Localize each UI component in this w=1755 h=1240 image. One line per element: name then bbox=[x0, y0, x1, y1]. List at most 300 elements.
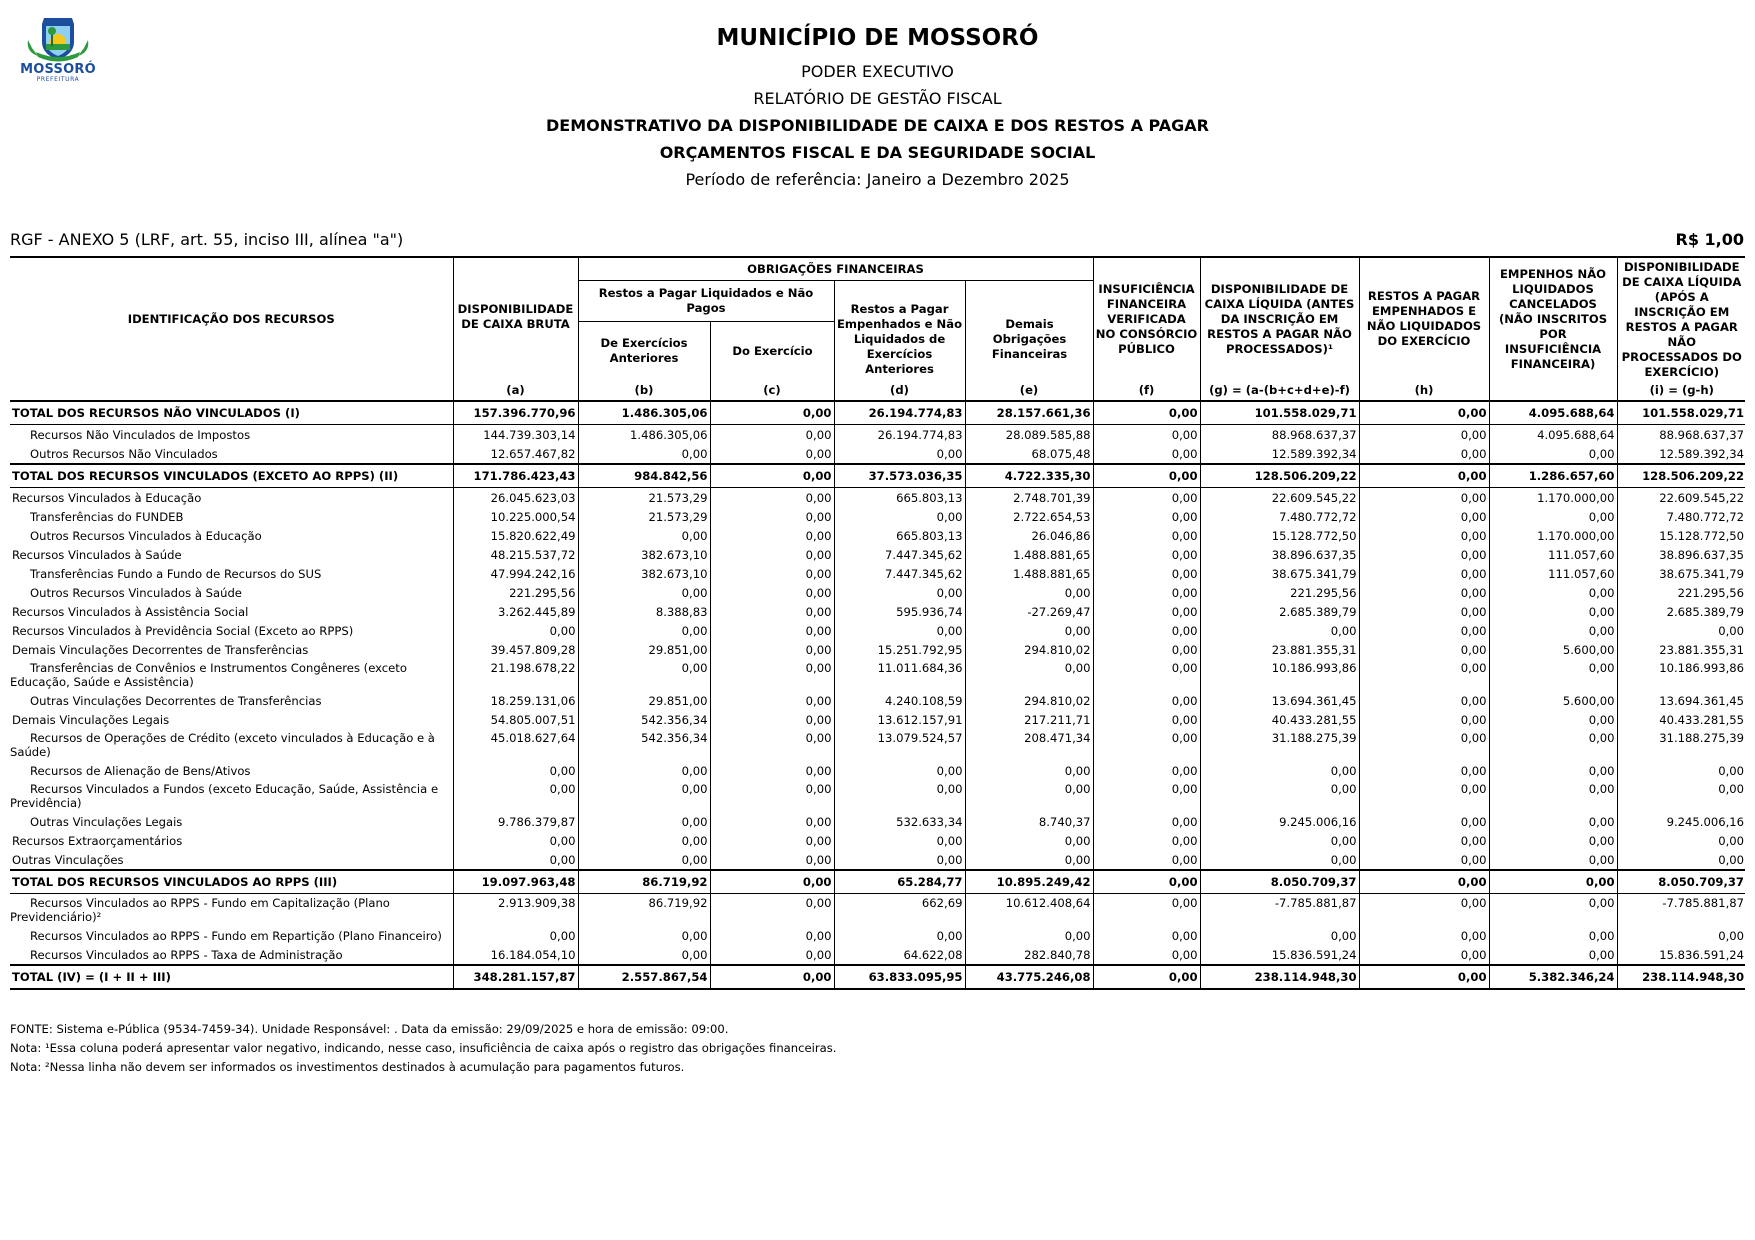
cell-value: 0,00 bbox=[453, 850, 578, 870]
cell-value: 8.050.709,37 bbox=[1617, 870, 1745, 894]
table-row bbox=[10, 401, 1745, 425]
cell-value: 31.188.275,39 bbox=[1200, 729, 1359, 761]
cell-value: 13.694.361,45 bbox=[1617, 691, 1745, 710]
cell-value: 8.050.709,37 bbox=[1200, 870, 1359, 894]
row-label: Recursos Vinculados à Saúde bbox=[12, 547, 182, 562]
cell-value: 21.573,29 bbox=[578, 488, 710, 508]
cell-value: 0,00 bbox=[710, 425, 834, 445]
cell-value: 22.609.545,22 bbox=[1617, 488, 1745, 508]
cell-value: 208.471,34 bbox=[965, 729, 1093, 761]
cell-value: 0,00 bbox=[1359, 894, 1489, 927]
table-row bbox=[10, 831, 1745, 850]
cell-value: 217.211,71 bbox=[965, 710, 1093, 729]
cell-value: 0,00 bbox=[453, 761, 578, 780]
cell-value: 31.188.275,39 bbox=[1617, 729, 1745, 761]
cell-value: 13.079.524,57 bbox=[834, 729, 965, 761]
cell-value: 37.573.036,35 bbox=[834, 464, 965, 488]
cell-value: 0,00 bbox=[1200, 761, 1359, 780]
cell-value: 21.198.678,22 bbox=[453, 659, 578, 691]
cell-value: 0,00 bbox=[710, 780, 834, 812]
letter-d: (d) bbox=[834, 380, 965, 401]
row-label bbox=[10, 729, 453, 761]
cell-value: 68.075,48 bbox=[965, 444, 1093, 464]
cell-value: 0,00 bbox=[1359, 640, 1489, 659]
cell-value: 238.114.948,30 bbox=[1617, 965, 1745, 989]
cell-value: 0,00 bbox=[1093, 761, 1200, 780]
table-row bbox=[10, 545, 1745, 564]
cell-value: 26.194.774,83 bbox=[834, 425, 965, 445]
cell-value: 0,00 bbox=[710, 812, 834, 831]
cell-value: 0,00 bbox=[710, 894, 834, 927]
cell-value: 0,00 bbox=[578, 780, 710, 812]
annex-label: RGF - ANEXO 5 (LRF, art. 55, inciso III, alínea "a") bbox=[10, 230, 404, 249]
cell-value: 15.836.591,24 bbox=[1200, 945, 1359, 965]
cell-value: 1.286.657,60 bbox=[1489, 464, 1617, 488]
row-label: Demais Vinculações Decorrentes de Transferências bbox=[12, 642, 309, 657]
row-label: Recursos Vinculados à Assistência Social bbox=[12, 604, 249, 619]
cell-value: 0,00 bbox=[1489, 444, 1617, 464]
header-disp-liquida-apos: DISPONIBILIDADE DE CAIXA LÍQUIDA (APÓS A INSCRIÇÃO EM RESTOS A PAGAR NÃO PROCESSADOS DO EXERCÍCIO) bbox=[1617, 257, 1745, 380]
table-row bbox=[10, 444, 1745, 464]
cell-value: 0,00 bbox=[453, 831, 578, 850]
cell-value: 665.803,13 bbox=[834, 526, 965, 545]
table-row bbox=[10, 526, 1745, 545]
letter-a: (a) bbox=[453, 380, 578, 401]
cell-value: 0,00 bbox=[1359, 602, 1489, 621]
cell-value: 47.994.242,16 bbox=[453, 564, 578, 583]
cell-value: 2.722.654,53 bbox=[965, 507, 1093, 526]
cell-value: 0,00 bbox=[710, 831, 834, 850]
row-label: Outros Recursos Não Vinculados bbox=[30, 446, 218, 461]
cell-value: 0,00 bbox=[1093, 729, 1200, 761]
cell-value: 38.675.341,79 bbox=[1200, 564, 1359, 583]
cell-value: 0,00 bbox=[965, 659, 1093, 691]
table-row bbox=[10, 780, 1745, 812]
table-row bbox=[10, 425, 1745, 445]
table-body bbox=[10, 401, 1745, 989]
header-demais-obrigacoes: Demais Obrigações Financeiras bbox=[965, 281, 1093, 381]
cell-value: 0,00 bbox=[834, 850, 965, 870]
cell-value: 0,00 bbox=[965, 621, 1093, 640]
row-label-text: Recursos de Operações de Crédito (exceto vinculados à Educação e à Saúde) bbox=[10, 731, 435, 759]
cell-value: 0,00 bbox=[453, 780, 578, 812]
cell-value: 1.486.305,06 bbox=[578, 425, 710, 445]
cell-value: 0,00 bbox=[1359, 488, 1489, 508]
letter-e: (e) bbox=[965, 380, 1093, 401]
cell-value: 0,00 bbox=[1359, 729, 1489, 761]
cell-value: 0,00 bbox=[710, 621, 834, 640]
table-row bbox=[10, 621, 1745, 640]
table-row bbox=[10, 564, 1745, 583]
cell-value: 0,00 bbox=[1359, 583, 1489, 602]
logo-subtitle: PREFEITURA bbox=[36, 76, 80, 83]
cell-value: 2.748.701,39 bbox=[965, 488, 1093, 508]
cell-value: 10.895.249,42 bbox=[965, 870, 1093, 894]
cell-value: 26.194.774,83 bbox=[834, 401, 965, 425]
table-row bbox=[10, 894, 1745, 927]
cell-value: 0,00 bbox=[710, 640, 834, 659]
cell-value: 0,00 bbox=[1093, 526, 1200, 545]
row-label: Recursos Não Vinculados de Impostos bbox=[30, 427, 251, 442]
letter-h: (h) bbox=[1359, 380, 1489, 401]
cell-value: 0,00 bbox=[710, 526, 834, 545]
cell-value: 0,00 bbox=[710, 691, 834, 710]
cell-value: 0,00 bbox=[1359, 945, 1489, 965]
row-label: Recursos Vinculados à Previdência Social (Exceto ao RPPS) bbox=[12, 623, 354, 638]
cell-value: 2.685.389,79 bbox=[1617, 602, 1745, 621]
row-label: Demais Vinculações Legais bbox=[12, 712, 170, 727]
cell-value: 221.295,56 bbox=[1617, 583, 1745, 602]
cell-value: 101.558.029,71 bbox=[1200, 401, 1359, 425]
cell-value: 294.810,02 bbox=[965, 691, 1093, 710]
table-row bbox=[10, 691, 1745, 710]
cell-value: 0,00 bbox=[578, 945, 710, 965]
cell-value: 595.936,74 bbox=[834, 602, 965, 621]
header-identificacao: IDENTIFICAÇÃO DOS RECURSOS bbox=[10, 257, 453, 380]
letter-i: (i) = (g-h) bbox=[1617, 380, 1745, 401]
header-statement: DEMONSTRATIVO DA DISPONIBILIDADE DE CAIXA E DOS RESTOS A PAGAR bbox=[545, 116, 1209, 135]
cell-value: 0,00 bbox=[1617, 621, 1745, 640]
table-row bbox=[10, 507, 1745, 526]
letter-g: (g) = (a-(b+c+d+e)-f) bbox=[1200, 380, 1359, 401]
cell-value: 18.259.131,06 bbox=[453, 691, 578, 710]
cell-value: -7.785.881,87 bbox=[1200, 894, 1359, 927]
cell-value: 0,00 bbox=[965, 583, 1093, 602]
cell-value: 63.833.095,95 bbox=[834, 965, 965, 989]
cell-value: 0,00 bbox=[1489, 850, 1617, 870]
header-rp-exercicio: RESTOS A PAGAR EMPENHADOS E NÃO LIQUIDADOS DO EXERCÍCIO bbox=[1359, 257, 1489, 380]
cell-value: 0,00 bbox=[1093, 691, 1200, 710]
table-row bbox=[10, 965, 1745, 989]
cell-value: 0,00 bbox=[1489, 926, 1617, 945]
table-row bbox=[10, 870, 1745, 894]
row-label bbox=[10, 780, 453, 812]
cell-value: 2.913.909,38 bbox=[453, 894, 578, 927]
table-row bbox=[10, 659, 1745, 691]
table-row bbox=[10, 640, 1745, 659]
cell-value: 0,00 bbox=[1093, 945, 1200, 965]
row-label: TOTAL DOS RECURSOS VINCULADOS (EXCETO AO RPPS) (II) bbox=[10, 464, 453, 488]
cell-value: 0,00 bbox=[1093, 850, 1200, 870]
footer-source: FONTE: Sistema e-Pública (9534-7459-34). Unidade Responsável: . Data da emissão: 29/09/2025 e hora de emissão: 09:00. bbox=[10, 1022, 729, 1036]
letter-c: (c) bbox=[710, 380, 834, 401]
letter-f: (f) bbox=[1093, 380, 1200, 401]
cell-value: 0,00 bbox=[834, 761, 965, 780]
cell-value: 0,00 bbox=[1359, 659, 1489, 691]
cell-value: 0,00 bbox=[1489, 507, 1617, 526]
cell-value: 15.251.792,95 bbox=[834, 640, 965, 659]
cell-value: 0,00 bbox=[1359, 621, 1489, 640]
cell-value: 0,00 bbox=[578, 850, 710, 870]
cell-value: 0,00 bbox=[1359, 444, 1489, 464]
header-disp-liquida-antes: DISPONIBILIDADE DE CAIXA LÍQUIDA (ANTES DA INSCRIÇÃO EM RESTOS A PAGAR NÃO PROCESSADOS)¹ bbox=[1200, 257, 1359, 380]
cell-value: 0,00 bbox=[710, 870, 834, 894]
cell-value: 0,00 bbox=[1489, 870, 1617, 894]
cell-value: 0,00 bbox=[710, 583, 834, 602]
cell-value: 23.881.355,31 bbox=[1617, 640, 1745, 659]
cell-value: 0,00 bbox=[578, 583, 710, 602]
header-power: PODER EXECUTIVO bbox=[801, 62, 954, 81]
cell-value: 10.225.000,54 bbox=[453, 507, 578, 526]
cell-value: 0,00 bbox=[1359, 545, 1489, 564]
cell-value: 21.573,29 bbox=[578, 507, 710, 526]
cell-value: 0,00 bbox=[1489, 894, 1617, 927]
cell-value: 0,00 bbox=[965, 850, 1093, 870]
cell-value: 7.447.345,62 bbox=[834, 545, 965, 564]
cell-value: 3.262.445,89 bbox=[453, 602, 578, 621]
cell-value: 26.046,86 bbox=[965, 526, 1093, 545]
row-label: Transferências do FUNDEB bbox=[30, 509, 184, 524]
cell-value: 0,00 bbox=[1200, 831, 1359, 850]
cell-value: 0,00 bbox=[1359, 965, 1489, 989]
cell-value: 0,00 bbox=[834, 507, 965, 526]
row-label: Recursos Vinculados ao RPPS - Taxa de Administração bbox=[30, 947, 343, 962]
cell-value: 348.281.157,87 bbox=[453, 965, 578, 989]
table-row bbox=[10, 602, 1745, 621]
cell-value: 38.896.637,35 bbox=[1200, 545, 1359, 564]
cell-value: 532.633,34 bbox=[834, 812, 965, 831]
cell-value: 221.295,56 bbox=[453, 583, 578, 602]
currency-unit: R$ 1,00 bbox=[1675, 230, 1744, 249]
logo-name: MOSSORÓ bbox=[20, 62, 96, 77]
cell-value: 0,00 bbox=[578, 926, 710, 945]
cell-value: 0,00 bbox=[1359, 425, 1489, 445]
page-title: MUNICÍPIO DE MOSSORÓ bbox=[716, 25, 1039, 51]
cell-value: 12.589.392,34 bbox=[1617, 444, 1745, 464]
cell-value: 0,00 bbox=[1617, 780, 1745, 812]
cell-value: 111.057,60 bbox=[1489, 545, 1617, 564]
cell-value: 0,00 bbox=[834, 583, 965, 602]
cell-value: 0,00 bbox=[1200, 850, 1359, 870]
cell-value: 0,00 bbox=[1093, 640, 1200, 659]
cell-value: 0,00 bbox=[1093, 965, 1200, 989]
cell-value: 0,00 bbox=[834, 621, 965, 640]
cell-value: 0,00 bbox=[1489, 831, 1617, 850]
cell-value: 0,00 bbox=[710, 965, 834, 989]
cell-value: 7.480.772,72 bbox=[1200, 507, 1359, 526]
cell-value: 0,00 bbox=[710, 761, 834, 780]
row-label bbox=[10, 659, 453, 691]
cash-availability-table bbox=[10, 256, 1745, 990]
cell-value: 4.095.688,64 bbox=[1489, 401, 1617, 425]
cell-value: 86.719,92 bbox=[578, 894, 710, 927]
cell-value: -7.785.881,87 bbox=[1617, 894, 1745, 927]
cell-value: 8.388,83 bbox=[578, 602, 710, 621]
cell-value: 0,00 bbox=[578, 659, 710, 691]
cell-value: 101.558.029,71 bbox=[1617, 401, 1745, 425]
cell-value: 0,00 bbox=[1093, 444, 1200, 464]
cell-value: 662,69 bbox=[834, 894, 965, 927]
cell-value: 0,00 bbox=[710, 729, 834, 761]
cell-value: 2.685.389,79 bbox=[1200, 602, 1359, 621]
cell-value: 0,00 bbox=[1359, 401, 1489, 425]
cell-value: 0,00 bbox=[1200, 926, 1359, 945]
cell-value: 0,00 bbox=[710, 464, 834, 488]
cell-value: 10.186.993,86 bbox=[1200, 659, 1359, 691]
cell-value: 1.486.305,06 bbox=[578, 401, 710, 425]
table-row bbox=[10, 812, 1745, 831]
cell-value: 0,00 bbox=[578, 444, 710, 464]
cell-value: 2.557.867,54 bbox=[578, 965, 710, 989]
cell-value: 0,00 bbox=[1093, 401, 1200, 425]
letter-cancelled bbox=[1489, 380, 1617, 401]
cell-value: 0,00 bbox=[710, 564, 834, 583]
row-label: Outros Recursos Vinculados à Saúde bbox=[30, 585, 242, 600]
cell-value: 1.488.881,65 bbox=[965, 545, 1093, 564]
row-label: Transferências Fundo a Fundo de Recursos do SUS bbox=[30, 566, 322, 581]
cell-value: 13.612.157,91 bbox=[834, 710, 965, 729]
cell-value: 984.842,56 bbox=[578, 464, 710, 488]
row-label: Outros Recursos Vinculados à Educação bbox=[30, 528, 262, 543]
cell-value: 0,00 bbox=[1359, 710, 1489, 729]
cell-value: 0,00 bbox=[1359, 761, 1489, 780]
cell-value: 0,00 bbox=[1200, 621, 1359, 640]
footer-note-2: Nota: ²Nessa linha não devem ser informados os investimentos destinados à acumulação para pagamentos futuros. bbox=[10, 1060, 685, 1074]
cell-value: 0,00 bbox=[710, 401, 834, 425]
cell-value: 0,00 bbox=[710, 507, 834, 526]
cell-value: 40.433.281,55 bbox=[1617, 710, 1745, 729]
cell-value: 11.011.684,36 bbox=[834, 659, 965, 691]
cell-value: 10.612.408,64 bbox=[965, 894, 1093, 927]
cell-value: 5.600,00 bbox=[1489, 640, 1617, 659]
cell-value: 10.186.993,86 bbox=[1617, 659, 1745, 691]
row-label: Recursos Extraorçamentários bbox=[12, 833, 183, 848]
cell-value: 0,00 bbox=[1093, 780, 1200, 812]
cell-value: 0,00 bbox=[1093, 564, 1200, 583]
cell-value: 13.694.361,45 bbox=[1200, 691, 1359, 710]
cell-value: 0,00 bbox=[1359, 507, 1489, 526]
table-row bbox=[10, 850, 1745, 870]
cell-value: 0,00 bbox=[1093, 812, 1200, 831]
report-header bbox=[0, 20, 1755, 193]
letter-blank bbox=[10, 380, 453, 401]
cell-value: 0,00 bbox=[710, 602, 834, 621]
cell-value: 0,00 bbox=[1489, 659, 1617, 691]
cell-value: 0,00 bbox=[1093, 507, 1200, 526]
cell-value: 0,00 bbox=[1359, 831, 1489, 850]
cell-value: 0,00 bbox=[1489, 710, 1617, 729]
cell-value: 12.589.392,34 bbox=[1200, 444, 1359, 464]
cell-value: 22.609.545,22 bbox=[1200, 488, 1359, 508]
cell-value: 0,00 bbox=[1617, 926, 1745, 945]
cell-value: 0,00 bbox=[578, 812, 710, 831]
cell-value: 28.089.585,88 bbox=[965, 425, 1093, 445]
cell-value: 542.356,34 bbox=[578, 710, 710, 729]
cell-value: 0,00 bbox=[1359, 780, 1489, 812]
table-row bbox=[10, 761, 1745, 780]
cell-value: 0,00 bbox=[1489, 812, 1617, 831]
cell-value: 9.245.006,16 bbox=[1617, 812, 1745, 831]
cell-value: 0,00 bbox=[1359, 870, 1489, 894]
cell-value: 86.719,92 bbox=[578, 870, 710, 894]
cell-value: 111.057,60 bbox=[1489, 564, 1617, 583]
cell-value: 221.295,56 bbox=[1200, 583, 1359, 602]
row-label: Recursos Vinculados à Educação bbox=[12, 490, 202, 505]
letter-b: (b) bbox=[578, 380, 710, 401]
header-obrigacoes: OBRIGAÇÕES FINANCEIRAS bbox=[578, 257, 1093, 281]
header-exercicios-anteriores: De Exercícios Anteriores bbox=[578, 322, 710, 381]
cell-value: 23.881.355,31 bbox=[1200, 640, 1359, 659]
cell-value: 1.170.000,00 bbox=[1489, 526, 1617, 545]
cell-value: 9.245.006,16 bbox=[1200, 812, 1359, 831]
cell-value: 0,00 bbox=[710, 659, 834, 691]
cell-value: 0,00 bbox=[578, 831, 710, 850]
cell-value: 5.600,00 bbox=[1489, 691, 1617, 710]
header-report-type: RELATÓRIO DE GESTÃO FISCAL bbox=[753, 89, 1002, 108]
cell-value: 0,00 bbox=[1489, 602, 1617, 621]
row-label bbox=[10, 894, 453, 927]
cell-value: 0,00 bbox=[1617, 850, 1745, 870]
footer-notes bbox=[10, 1020, 836, 1077]
cell-value: 0,00 bbox=[710, 545, 834, 564]
cell-value: 1.488.881,65 bbox=[965, 564, 1093, 583]
header-do-exercicio: Do Exercício bbox=[710, 322, 834, 381]
cell-value: 0,00 bbox=[1093, 659, 1200, 691]
cell-value: 157.396.770,96 bbox=[453, 401, 578, 425]
cell-value: 7.480.772,72 bbox=[1617, 507, 1745, 526]
cell-value: 0,00 bbox=[1093, 870, 1200, 894]
cell-value: 238.114.948,30 bbox=[1200, 965, 1359, 989]
cell-value: 0,00 bbox=[1093, 488, 1200, 508]
cell-value: 0,00 bbox=[1489, 729, 1617, 761]
header-rp-liquidados: Restos a Pagar Liquidados e Não Pagos bbox=[578, 281, 834, 322]
cell-value: 0,00 bbox=[1093, 710, 1200, 729]
footer-note-1: Nota: ¹Essa coluna poderá apresentar valor negativo, indicando, nesse caso, insuficiência de caixa após o registro das obrigações financeiras. bbox=[10, 1041, 837, 1055]
cell-value: 665.803,13 bbox=[834, 488, 965, 508]
row-label-text: Recursos Vinculados a Fundos (exceto Educação, Saúde, Assistência e Previdência) bbox=[10, 782, 439, 810]
cell-value: 0,00 bbox=[1093, 602, 1200, 621]
cell-value: 0,00 bbox=[1093, 926, 1200, 945]
header-empenhos-cancelados: EMPENHOS NÃO LIQUIDADOS CANCELADOS (NÃO INSCRITOS POR INSUFICIÊNCIA FINANCEIRA) bbox=[1489, 257, 1617, 380]
header-insuficiencia: INSUFICIÊNCIA FINANCEIRA VERIFICADA NO CONSÓRCIO PÚBLICO bbox=[1093, 257, 1200, 380]
cell-value: 64.622,08 bbox=[834, 945, 965, 965]
cell-value: 542.356,34 bbox=[578, 729, 710, 761]
cell-value: 88.968.637,37 bbox=[1617, 425, 1745, 445]
cell-value: -27.269,47 bbox=[965, 602, 1093, 621]
cell-value: 0,00 bbox=[1093, 583, 1200, 602]
cell-value: 382.673,10 bbox=[578, 545, 710, 564]
cell-value: 9.786.379,87 bbox=[453, 812, 578, 831]
cell-value: 0,00 bbox=[1093, 425, 1200, 445]
cell-value: 0,00 bbox=[710, 444, 834, 464]
cell-value: 0,00 bbox=[710, 488, 834, 508]
cell-value: 0,00 bbox=[1489, 621, 1617, 640]
table-row bbox=[10, 729, 1745, 761]
row-label-text: Recursos Vinculados ao RPPS - Fundo em Capitalização (Plano Previdenciário)² bbox=[10, 896, 390, 924]
cell-value: 0,00 bbox=[1093, 831, 1200, 850]
cell-value: 5.382.346,24 bbox=[1489, 965, 1617, 989]
cell-value: 8.740,37 bbox=[965, 812, 1093, 831]
cell-value: 39.457.809,28 bbox=[453, 640, 578, 659]
row-label: TOTAL (IV) = (I + II + III) bbox=[10, 965, 453, 989]
cell-value: 0,00 bbox=[578, 526, 710, 545]
row-label-text: Transferências de Convênios e Instrumentos Congêneres (exceto Educação, Saúde e Assistência) bbox=[10, 661, 407, 689]
cell-value: 0,00 bbox=[834, 831, 965, 850]
cell-value: 0,00 bbox=[1093, 545, 1200, 564]
cell-value: 26.045.623,03 bbox=[453, 488, 578, 508]
cell-value: 15.820.622,49 bbox=[453, 526, 578, 545]
cell-value: 0,00 bbox=[965, 831, 1093, 850]
cell-value: 19.097.963,48 bbox=[453, 870, 578, 894]
cell-value: 0,00 bbox=[1200, 780, 1359, 812]
table-row bbox=[10, 710, 1745, 729]
cell-value: 45.018.627,64 bbox=[453, 729, 578, 761]
cell-value: 0,00 bbox=[1489, 761, 1617, 780]
cell-value: 0,00 bbox=[834, 780, 965, 812]
header-disp-bruta: DISPONIBILIDADE DE CAIXA BRUTA bbox=[453, 257, 578, 380]
cell-value: 65.284,77 bbox=[834, 870, 965, 894]
cell-value: 4.240.108,59 bbox=[834, 691, 965, 710]
